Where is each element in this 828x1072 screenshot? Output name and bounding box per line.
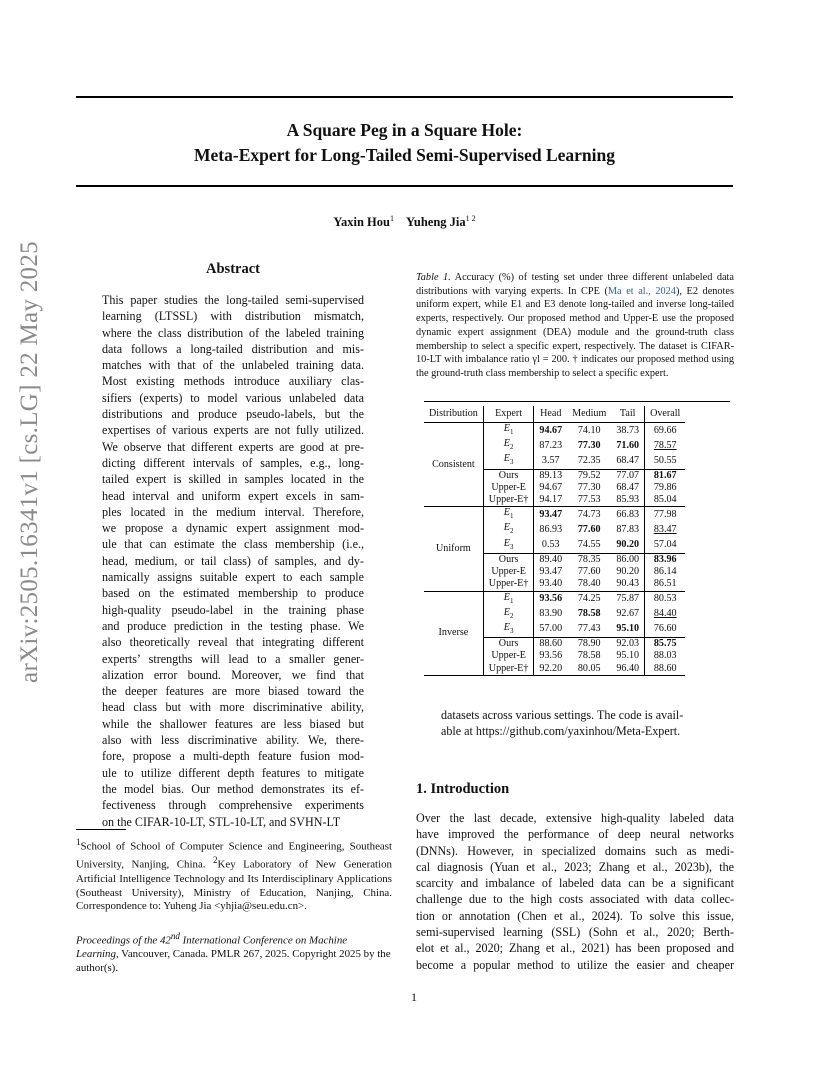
abstract-line: fectiveness through comprehensive experiments (102, 798, 364, 813)
value-cell-overall: 86.51 (645, 578, 686, 591)
introduction-body (416, 810, 734, 973)
value-cell-head: 94.67 (534, 423, 567, 439)
value-cell-overall: 57.04 (645, 538, 686, 554)
value-cell-medium: 74.25 (577, 593, 601, 605)
value-cell-overall: 88.60 (645, 663, 686, 676)
value-cell-overall: 79.86 (645, 482, 686, 494)
value-cell-head: 93.47 (534, 507, 567, 523)
value-cell-medium: 77.43 (577, 623, 601, 635)
value-cell-head: 94.67 (534, 482, 567, 494)
value-cell-medium: 78.58 (577, 608, 601, 620)
value-cell-medium: 77.60 (577, 523, 601, 535)
page-number: 1 (411, 990, 417, 1004)
value-cell-medium: 80.05 (567, 663, 611, 676)
table-header-cell: Medium (567, 406, 611, 423)
abstract-line: high-quality pseudo-label in the training phase (102, 602, 364, 617)
value-cell-tail: 86.00 (611, 553, 644, 566)
paper-title-line2: Meta-Expert for Long-Tailed Semi-Supervised Learning (194, 145, 615, 165)
expert-cell: $E_1$ (483, 591, 534, 607)
table-header-cell: Overall (645, 406, 686, 423)
caption-text: Accuracy (%) of testing set under three different unlabeled data distributions with varying experts. In CPE ( (416, 272, 734, 297)
abstract-line: while the shallower features are less biased but (102, 716, 364, 731)
value-cell-head: 92.20 (534, 663, 567, 676)
value-cell-medium: 74.10 (577, 424, 601, 436)
proceedings-note (76, 930, 392, 976)
arxiv-stamp: arXiv:2505.16341v1 [cs.LG] 22 May 2025 (16, 241, 43, 683)
expert-cell: $E_2$ (483, 438, 534, 453)
expert-cell: $E_3$ (483, 538, 534, 554)
value-cell-overall: 85.04 (645, 494, 686, 507)
expert-cell: $E_1$ (483, 423, 534, 439)
abstract-line: ule to utilize different depth features to mitigate (102, 765, 364, 780)
abstract-line: the deeper features are more biased toward the (102, 684, 364, 699)
value-cell-tail: 95.10 (616, 623, 640, 635)
expert-cell: Ours (483, 638, 534, 651)
proceedings-text: International Conference on Machine Learning (76, 934, 348, 961)
abstract-line: also with less discriminative ability. We, there- (102, 733, 364, 748)
abstract-line: we propose a dynamic expert assignment mod- (102, 521, 364, 536)
value-cell-head: 0.53 (534, 538, 567, 554)
introduction-line: (DNNs). However, in specialized domains such as medi- (416, 843, 734, 858)
value-cell-tail: 95.10 (616, 650, 640, 662)
value-cell-medium: 77.53 (567, 494, 611, 507)
expert-cell: Upper-E (483, 650, 534, 662)
value-cell-medium: 79.52 (567, 469, 611, 482)
abstract-line: experts’ strengths will lead to a smaller gener- (102, 651, 364, 666)
results-table (424, 406, 685, 676)
table-top-rule (424, 401, 730, 402)
expert-cell: $E_1$ (483, 507, 534, 523)
table-header-cell: Distribution (424, 406, 483, 423)
value-cell-head: 93.47 (534, 566, 567, 578)
table-caption (416, 271, 734, 381)
introduction-line: Over the last decade, extensive high-quality labeled data (416, 811, 734, 825)
introduction-line: challenge due to the high costs associated with data collec- (416, 892, 734, 907)
distribution-label: Inverse (424, 591, 483, 675)
value-cell-head: 93.56 (534, 591, 567, 607)
abstract-line: and produce prediction in the testing phase. We (102, 618, 364, 633)
abstract-line: Most existing methods introduce auxiliary clas- (102, 374, 364, 389)
expert-cell: Upper-E† (483, 578, 534, 591)
expert-cell: $E_3$ (483, 453, 534, 469)
value-cell-medium: 77.60 (577, 566, 601, 578)
paper-title-line1: A Square Peg in a Square Hole: (286, 120, 523, 140)
abstract-line: ule that can estimate the class membership (i.e., (102, 537, 364, 552)
abstract-line: head interval and uniform expert excels in sam- (102, 488, 364, 503)
introduction-line: semi-supervised learning (SSL) (Sohn et al., 2020; Berth- (416, 925, 734, 940)
value-cell-medium: 77.30 (577, 439, 601, 451)
abstract-line: sifiers (experts) to model various unlabeled data (102, 390, 364, 405)
abstract-line: dicting different intervals of samples, e.g., long- (102, 455, 364, 470)
value-cell-tail: 68.47 (616, 454, 640, 466)
abstract-line: distributions and produce pseudo-labels, but the (102, 407, 364, 422)
abstract-line: ples located in the medium interval. Therefore, (102, 504, 364, 519)
value-cell-tail: 75.87 (616, 593, 640, 605)
footnote-rule (76, 829, 126, 830)
abstract-line: fore, propose a multi-depth feature fusion mod- (102, 749, 364, 764)
value-cell-overall: 85.75 (645, 638, 686, 651)
value-cell-overall: 83.47 (645, 522, 686, 537)
expert-cell: Upper-E (483, 566, 534, 578)
value-cell-medium: 77.30 (577, 481, 601, 493)
expert-cell: Upper-E (483, 482, 534, 494)
value-cell-head: 87.23 (534, 438, 567, 453)
value-cell-tail: 38.73 (616, 424, 640, 436)
value-cell-medium: 78.40 (567, 578, 611, 591)
value-cell-tail: 90.20 (616, 539, 640, 551)
value-cell-overall: 86.14 (645, 566, 686, 578)
value-cell-overall: 83.96 (645, 553, 686, 566)
value-cell-head: 88.60 (534, 638, 567, 651)
abstract-line: tailed expert is skilled in samples located in the (102, 472, 364, 487)
code-link[interactable]: able at https://github.com/yaxinhou/Meta-Expert. (441, 724, 681, 739)
value-cell-head: 89.13 (534, 469, 567, 482)
abstract-body (102, 292, 364, 830)
value-cell-overall: 84.40 (645, 607, 686, 622)
abstract-line: We observe that different experts are good at pre- (102, 439, 364, 454)
introduction-line: tion or annotation (Chen et al., 2024). To solve this issue, (416, 908, 734, 923)
proceedings-text: , Vancouver, Canada. PMLR 267, 2025. Copyright 2025 by the author(s). (76, 948, 391, 975)
table-label: Table 1. (416, 272, 451, 283)
author-affiliation: 1 (389, 214, 394, 223)
value-cell-head: 3.57 (534, 453, 567, 469)
introduction-line: elot et al., 2020; Zhang et al., 2021) has been proposed and (416, 941, 734, 956)
value-cell-overall: 80.53 (645, 591, 686, 607)
expert-cell: $E_2$ (483, 522, 534, 537)
footnote-text: Key Laboratory of New Generation Artificial Intelligence Technology and Its Interdisciplinary Applications (Southeast University), Ministry of Education, Nanjing, China. Correspondence to: Yuheng Jia <yhjia@seu.edu.cn>. (76, 859, 392, 913)
value-cell-tail: 90.43 (611, 578, 644, 591)
value-cell-tail: 77.07 (611, 469, 644, 482)
value-cell-head: 86.93 (534, 522, 567, 537)
abstract-line: This paper studies the long-tailed semi-supervised (102, 293, 364, 307)
expert-cell: Upper-E† (483, 494, 534, 507)
code-availability (441, 707, 733, 740)
author-affiliation: 1 2 (465, 214, 476, 223)
value-cell-medium: 78.90 (567, 638, 611, 651)
abstract-line: head class but with more discriminative ability, (102, 700, 364, 715)
value-cell-head: 83.90 (534, 607, 567, 622)
caption-text: ), E2 denotes uniform expert, while E1 and E3 denote long-tailed and inverse long-tailed experts, respectively. Our proposed method and Upper-E use the proposed dynamic expert assignment (DEA) module and the ground-truth class membership to select a specific expert, respectively. The dataset is CIFAR-10-LT with imbalance ratio γl = 200. † indicates our proposed method using the ground-truth class membership to select a specific expert. (416, 285, 734, 379)
expert-cell: $E_3$ (483, 622, 534, 638)
table-row (424, 423, 685, 439)
title-top-rule (76, 96, 733, 98)
abstract-line: based on the estimated membership to produce (102, 586, 364, 601)
abstract-heading: Abstract (206, 261, 260, 277)
proceedings-ordinal-sup: nd (170, 931, 180, 941)
abstract-line: learning (LTSSL) with distribution mismatch, (102, 309, 364, 324)
distribution-label: Uniform (424, 507, 483, 591)
value-cell-medium: 78.58 (577, 650, 601, 662)
table-header-cell: Head (534, 406, 567, 423)
value-cell-medium: 72.35 (577, 454, 601, 466)
value-cell-tail: 90.20 (616, 566, 640, 578)
paragraph-line: datasets across various settings. The code is avail- (441, 708, 684, 722)
value-cell-head: 93.40 (534, 578, 567, 591)
distribution-label: Consistent (424, 423, 483, 507)
footnote-mark: 1 (76, 837, 81, 847)
title-bottom-rule (76, 185, 733, 187)
author-name: Yuheng Jia (406, 215, 466, 230)
citation-link[interactable]: Ma et al., 2024 (607, 285, 676, 297)
abstract-line: alization error bound. Moreover, we find that (102, 667, 364, 682)
value-cell-tail: 92.67 (616, 608, 640, 620)
abstract-line: also theoretically reveal that integrating different (102, 635, 364, 650)
abstract-line: the model bias. Our method demonstrates its ef- (102, 781, 364, 796)
value-cell-overall: 78.57 (645, 438, 686, 453)
value-cell-head: 89.40 (534, 553, 567, 566)
abstract-line: where the class distribution of the labeled training (102, 325, 364, 340)
table-header-cell: Expert (483, 406, 534, 423)
value-cell-overall: 77.98 (645, 507, 686, 523)
value-cell-tail: 87.83 (616, 523, 640, 535)
value-cell-tail: 66.83 (616, 508, 640, 520)
value-cell-tail: 85.93 (611, 494, 644, 507)
abstract-line: expertises of various experts are not fully utilized. (102, 423, 364, 438)
value-cell-overall: 81.67 (645, 469, 686, 482)
table-header-cell: Tail (611, 406, 644, 423)
value-cell-overall: 76.60 (645, 622, 686, 638)
value-cell-overall: 88.03 (645, 650, 686, 662)
abstract-line: data follows a long-tailed distribution and mis- (102, 341, 364, 356)
expert-cell: $E_2$ (483, 607, 534, 622)
table-row (424, 591, 685, 607)
section-heading-introduction: 1. Introduction (416, 781, 510, 797)
introduction-line: become a popular method to utilize the easier and cheaper (416, 957, 734, 972)
abstract-line: head, medium, or tail class) of samples, and dy- (102, 553, 364, 568)
author-list (76, 214, 733, 230)
table-row (424, 507, 685, 523)
value-cell-overall: 69.66 (645, 423, 686, 439)
introduction-line: have improved the performance of deep neural networks (416, 827, 734, 842)
expert-cell: Ours (483, 553, 534, 566)
value-cell-medium: 78.35 (567, 553, 611, 566)
value-cell-head: 57.00 (534, 622, 567, 638)
proceedings-ordinal: 42 (159, 934, 171, 947)
value-cell-tail: 71.60 (616, 439, 640, 451)
abstract-line: on the CIFAR-10-LT, STL-10-LT, and SVHN-LT (102, 814, 341, 829)
expert-cell: Ours (483, 469, 534, 482)
footnote-mark: 2 (212, 855, 218, 866)
abstract-line: matches with that of the unlabeled training data. (102, 358, 364, 373)
value-cell-tail: 92.03 (611, 638, 644, 651)
value-cell-medium: 74.55 (577, 539, 601, 551)
introduction-line: cal diagnosis (Yuan et al., 2023; Zhang et al., 2023b), the (416, 859, 734, 874)
value-cell-overall: 50.55 (645, 453, 686, 469)
value-cell-medium: 74.73 (577, 508, 601, 520)
footnote-text: School of School of Computer Science and Engineering, Southeast University, Nanjing, China. (76, 840, 392, 872)
affiliation-footnote (76, 836, 392, 914)
value-cell-head: 94.17 (534, 494, 567, 507)
value-cell-tail: 96.40 (611, 663, 644, 676)
author-name: Yaxin Hou (333, 215, 390, 230)
proceedings-text: Proceedings of the (76, 934, 160, 947)
value-cell-head: 93.56 (534, 650, 567, 662)
value-cell-tail: 68.47 (616, 481, 640, 493)
abstract-line: namically assigns suitable expert to each sample (102, 570, 364, 585)
expert-cell: Upper-E† (483, 663, 534, 676)
introduction-line: scarcity and imbalance of labeled data can be a significant (416, 876, 734, 891)
